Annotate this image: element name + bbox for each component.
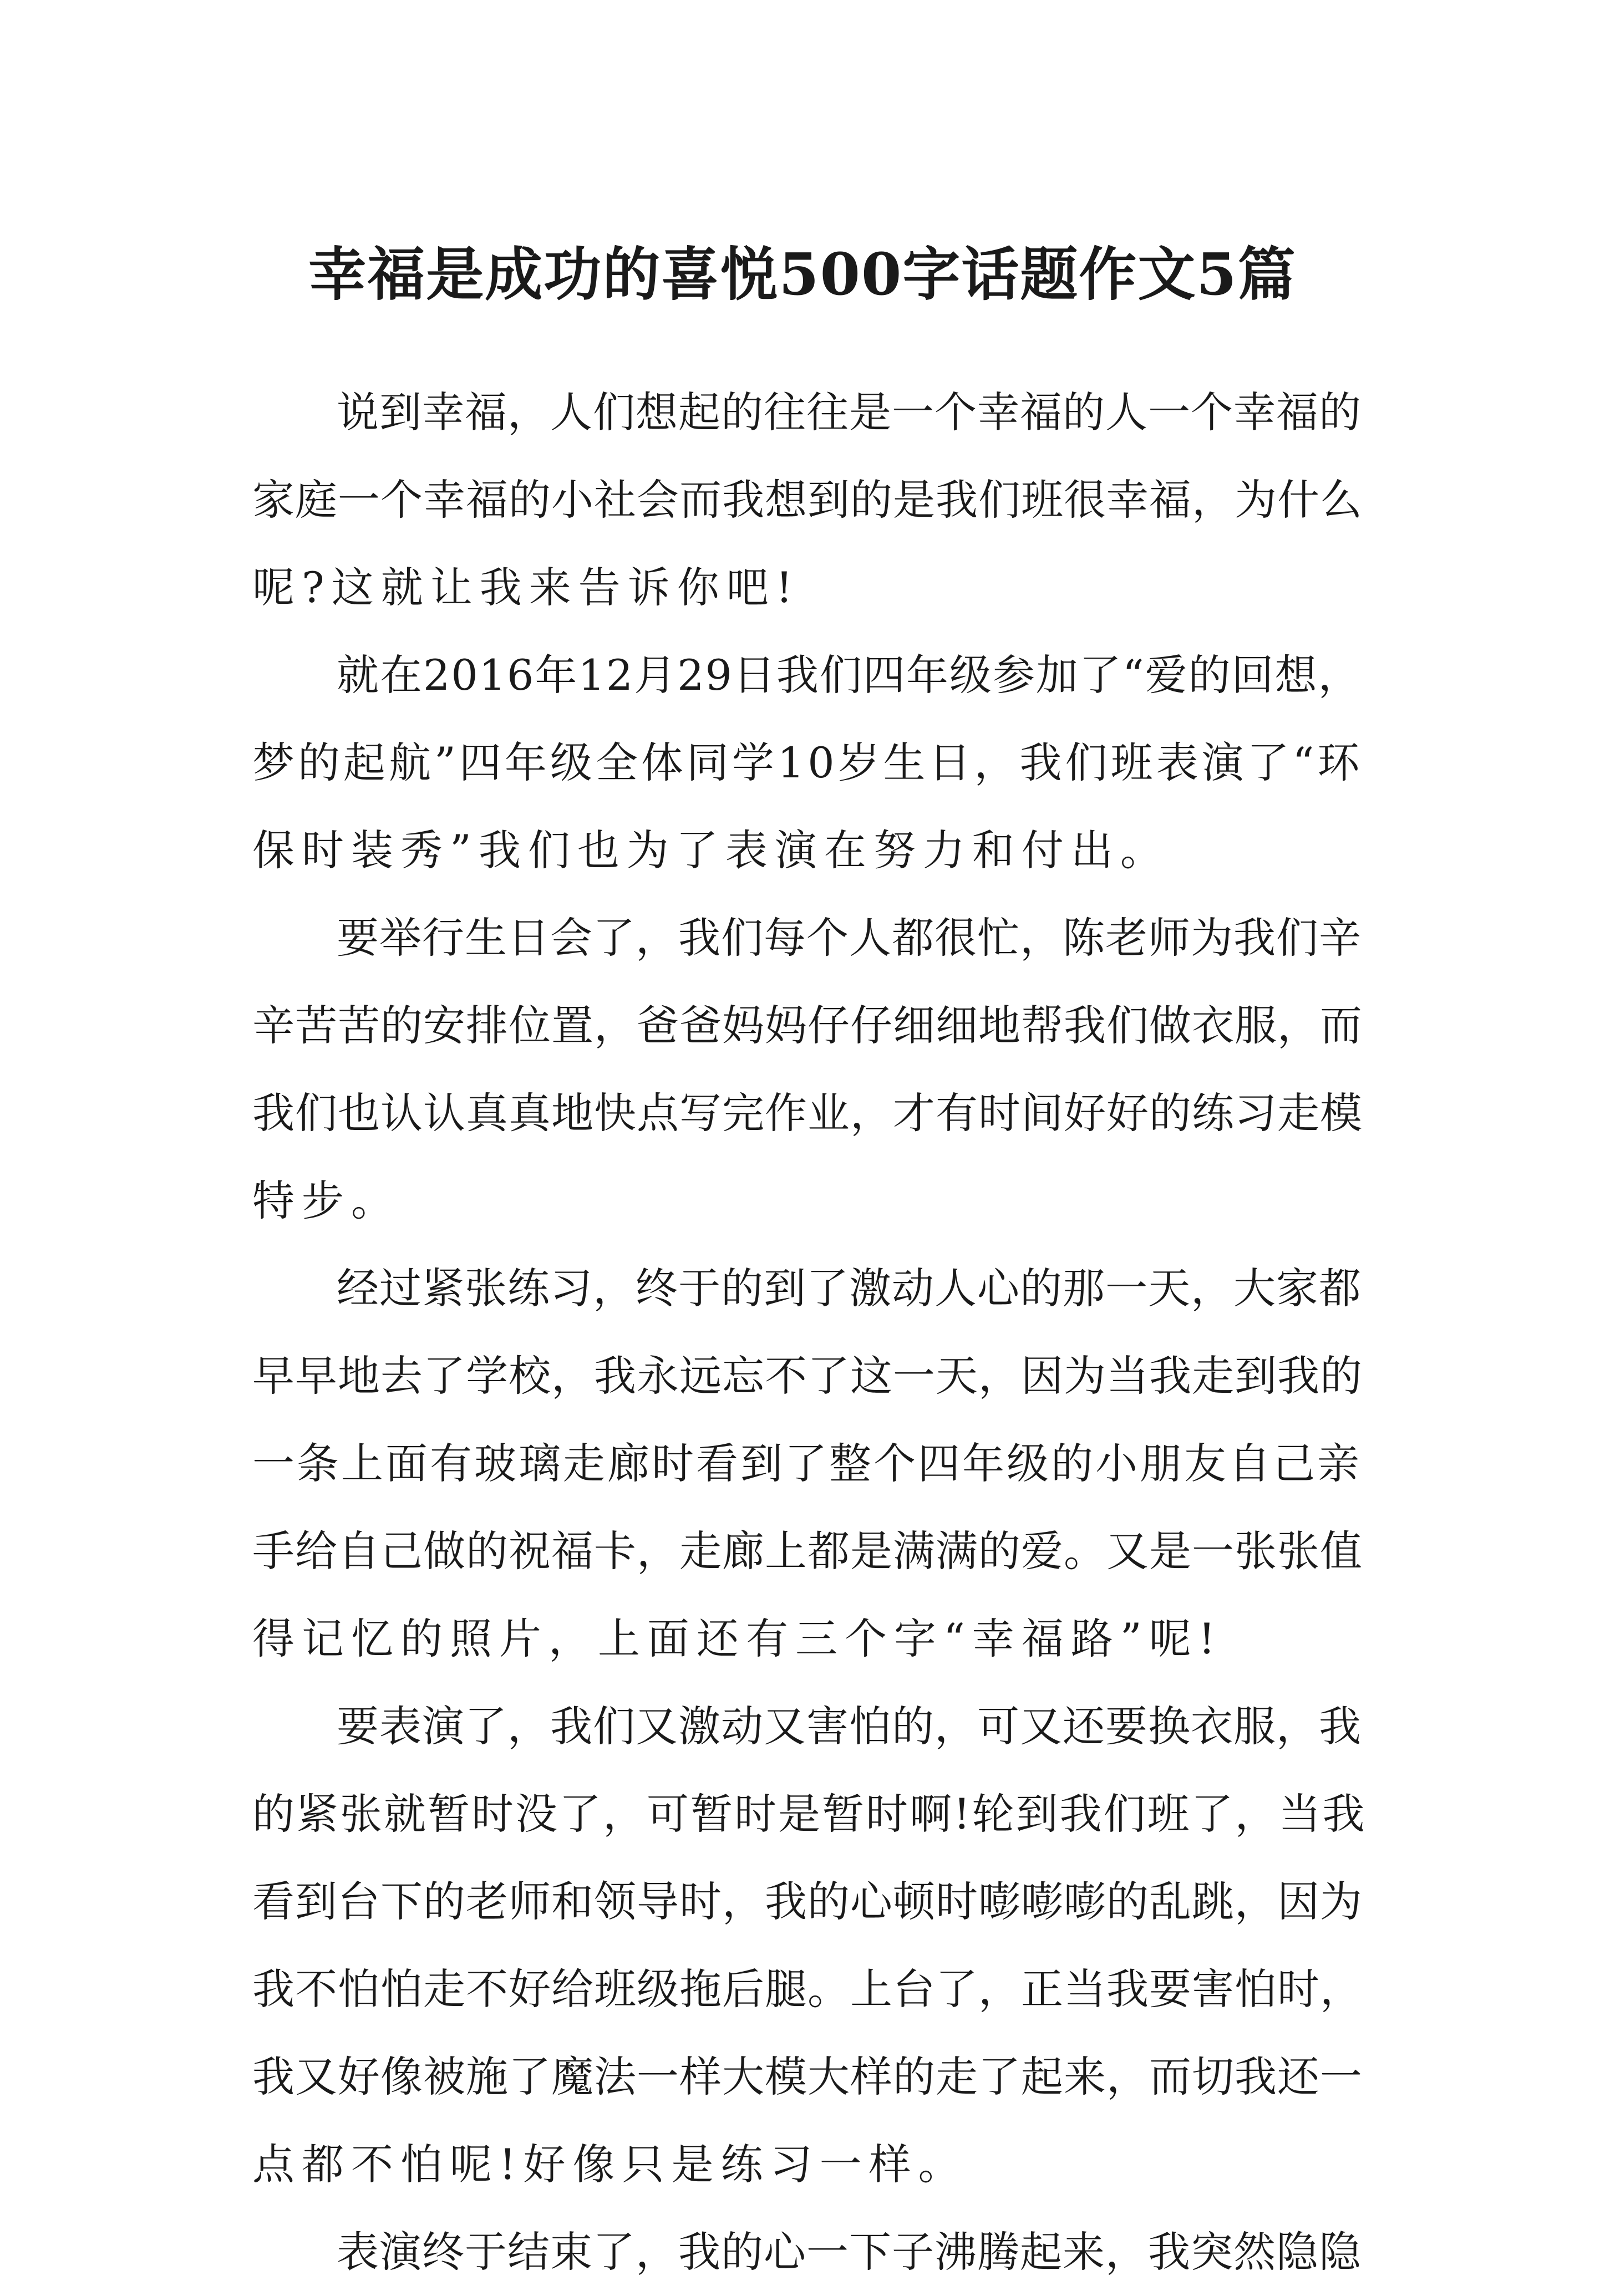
text-line: 我们也认认真真地快点写完作业，才有时间好好的练习走模 xyxy=(252,1088,1363,1138)
text-line: 表演终于结束了，我的心一下子沸腾起来，我突然隐隐 xyxy=(337,2227,1362,2277)
text-line: 我又好像被施了魔法一样大模大样的走了起来，而切我还一 xyxy=(252,2052,1363,2101)
text-line: 的紧张就暂时没了，可暂时是暂时啊!轮到我们班了，当我 xyxy=(252,1789,1367,1839)
text-line: 特步。 xyxy=(252,1176,400,1225)
text-line: 早早地去了学校，我永远忘不了这一天，因为当我走到我的 xyxy=(252,1351,1363,1401)
text-line: 呢?这就让我来告诉你吧! xyxy=(252,563,800,612)
text-line: 看到台下的老师和领导时，我的心顿时嘭嘭嘭的乱跳，因为 xyxy=(252,1877,1363,1926)
text-line: 保时装秀”我们也为了表演在努力和付出。 xyxy=(252,826,1170,875)
text-line: 我不怕怕走不好给班级拖后腿。上台了，正当我要害怕时， xyxy=(252,1964,1363,2014)
text-line: 得记忆的照片，上面还有三个字“幸福路”呢! xyxy=(252,1614,1223,1663)
text-line: 就在2016年12月29日我们四年级参加了“爱的回想， xyxy=(337,650,1362,700)
text-line: 家庭一个幸福的小社会而我想到的是我们班很幸福，为什么 xyxy=(252,475,1363,525)
text-line: 经过紧张练习，终于的到了激动人心的那一天，大家都 xyxy=(337,1264,1362,1313)
text-line: 说到幸福，人们想起的往往是一个幸福的人一个幸福的 xyxy=(337,388,1362,437)
text-line: 梦的起航”四年级全体同学10岁生日，我们班表演了“环 xyxy=(252,738,1363,787)
text-line: 手给自己做的祝福卡，走廊上都是满满的爱。又是一张张值 xyxy=(252,1526,1363,1576)
text-line: 要表演了，我们又激动又害怕的，可又还要换衣服，我 xyxy=(337,1702,1362,1751)
document-title: 幸福是成功的喜悦500字话题作文5篇 xyxy=(308,240,1297,308)
text-line: 点都不怕呢!好像只是练习一样。 xyxy=(252,2140,968,2189)
document-body xyxy=(252,369,1367,2296)
text-line: 一条上面有玻璃走廊时看到了整个四年级的小朋友自己亲 xyxy=(252,1439,1362,1488)
text-line: 要举行生日会了，我们每个人都很忙，陈老师为我们辛 xyxy=(337,913,1362,963)
text-line: 辛苦苦的安排位置，爸爸妈妈仔仔细细地帮我们做衣服，而 xyxy=(252,1001,1363,1050)
